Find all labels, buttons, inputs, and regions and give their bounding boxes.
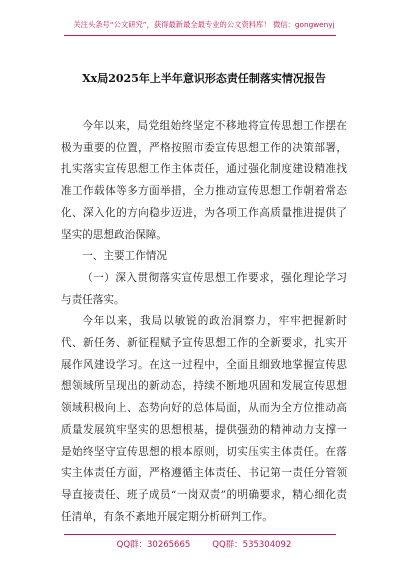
intro-paragraph: 今年以来，局党组始终坚定不移地将宣传思想工作摆在极为重要的位置，严格按照市委宣传思想工作的决策部署，扎实落实宣传思想工作主体责任，通过强化制度建设精准找准工作载体等多方面举措，全力推动宣传思想工作朝着常态化、深入化的方向稳步迈进，为各项工作高质量推进提供了坚实的思想政治保障。 [61, 120, 347, 241]
body-paragraph: 今年以来，我局以敏锐的政治洞察力，牢牢把握新时代、新任务、新征程赋予宣传思想工作的全新要求，扎实开展作风建设学习。在这一过程中，全面且细致地掌握宣传思想领域所呈现出的新动态，持续不断地巩固和发展宣传思想领域积极向上、态势向好的总体局面，从而为全方位推动高质量发展筑牢坚实的思想根基，提供强劲的精神动力支撑一是始终坚守宣传思想的根本原则，切实压实主体责任。在落实主体责任方面，严格遵循主体责任、书记第一责任分管领导直接责任、班子成员“一岗双责”的明确要求，精心细化责任清单，有条不紊地开展定期分析研判工作。 [61, 315, 347, 523]
document-body [61, 116, 347, 528]
footer-qq-left: QQ群：30265665 [116, 540, 191, 550]
bottom-divider [64, 534, 336, 535]
subsection-heading: （一）深入贯彻落实宣传思想工作要求，强化理论学习与责任落实。 [61, 271, 347, 306]
section-heading: 一、主要工作情况 [82, 250, 167, 263]
top-divider [64, 35, 336, 36]
document-title: Xx局2025年上半年意识形态责任制落实情况报告 [82, 72, 326, 85]
footer-qq-right: QQ群：535304092 [212, 540, 292, 550]
footer [0, 538, 408, 550]
top-banner: 关注头条号“公文研究”，获得最新最全最专业的公文资料库！ 微信：gongwenyj [73, 20, 335, 29]
